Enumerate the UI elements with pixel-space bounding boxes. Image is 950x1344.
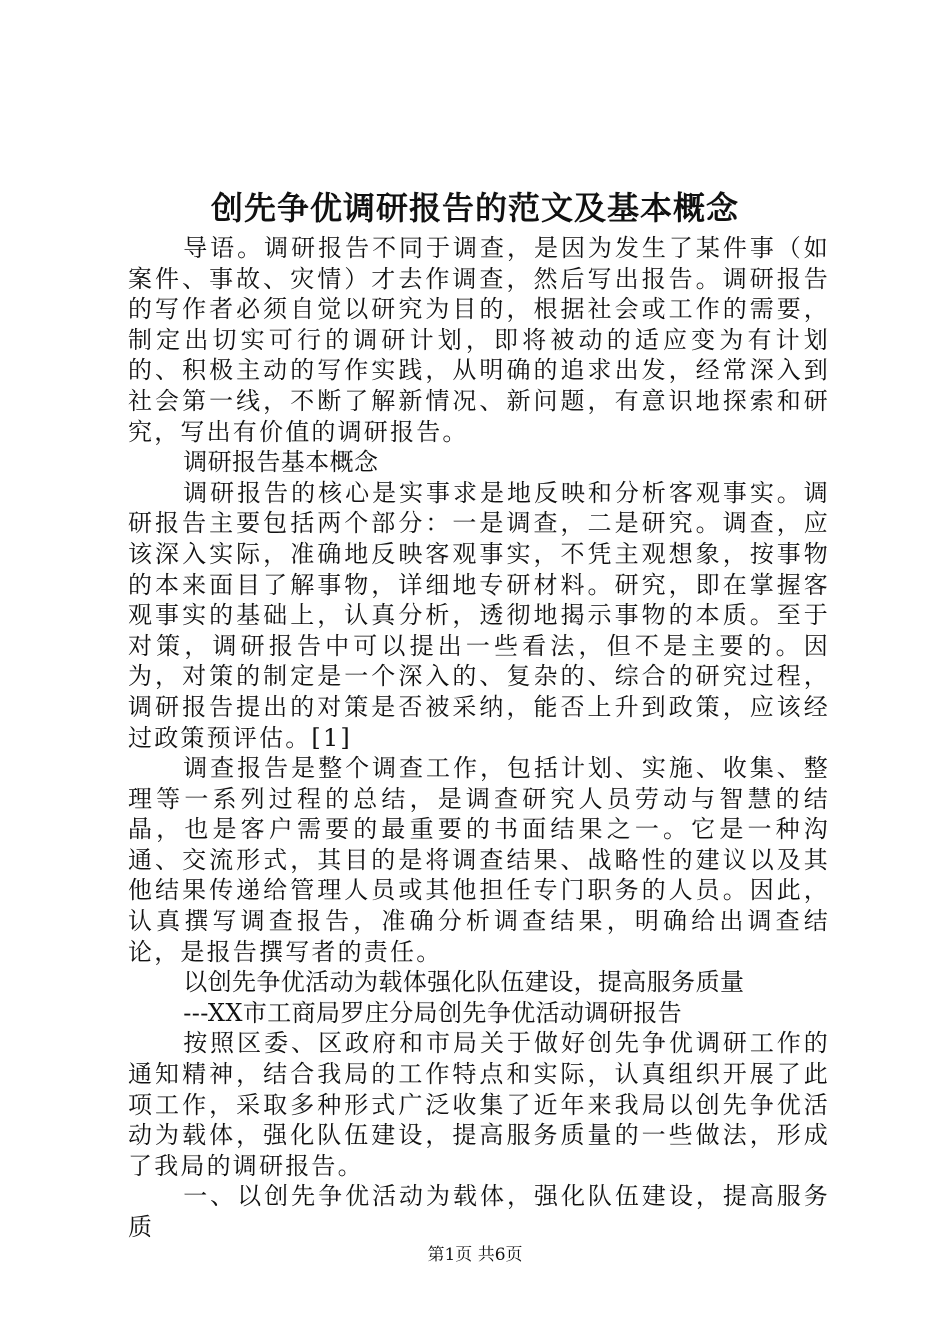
report-subtitle: 以创先争优活动为载体强化队伍建设，提高服务质量 (183, 968, 745, 997)
page-footer: 第1页 共6页 (427, 1245, 523, 1265)
survey-report-paragraph: 调查报告是整个调查工作，包括计划、实施、收集、整理等一系列过程的总结，是调查研究人员劳动与智慧的结晶，也是客户需要的最重要的书面结果之一。它是一种沟通、交流形式，其目的是将调查结果、战略性的建议以及其他结果传递给管理人员或其他担任专门职务的人员。因此，认真撰写调查报告，准确分析调查结果，明确给出调查结论，是报告撰写者的责任。 (128, 754, 830, 966)
section-one-heading: 一、以创先争优活动为载体，强化队伍建设，提高服务质 (128, 1182, 830, 1241)
report-byline: ---XX市工商局罗庄分局创先争优活动调研报告 (183, 998, 683, 1027)
intro-paragraph: 导语。调研报告不同于调查，是因为发生了某件事（如案件、事故、灾情）才去作调查，然后写出报告。调研报告的写作者必须自觉以研究为目的，根据社会或工作的需要，制定出切实可行的调研计划，即将被动的适应变为有计划的、积极主动的写作实践，从明确的追求出发，经常深入到社会第一线，不断了解新情况、新问题，有意识地探索和研究，写出有价值的调研报告。 (128, 234, 830, 446)
section-heading-concept: 调研报告基本概念 (183, 448, 379, 477)
report-intro-paragraph: 按照区委、区政府和市局关于做好创先争优调研工作的通知精神，结合我局的工作特点和实际，认真组织开展了此项工作，采取多种形式广泛收集了近年来我局以创先争优活动为载体，强化队伍建设，提高服务质量的一些做法，形成了我局的调研报告。 (128, 1029, 830, 1180)
document-title: 创先争优调研报告的范文及基本概念 (210, 189, 739, 227)
concept-paragraph: 调研报告的核心是实事求是地反映和分析客观事实。调研报告主要包括两个部分：一是调查，二是研究。调查，应该深入实际，准确地反映客观事实，不凭主观想象，按事物的本来面目了解事物，详细地专研材料。研究，即在掌握客观事实的基础上，认真分析，透彻地揭示事物的本质。至于对策，调研报告中可以提出一些看法，但不是主要的。因为，对策的制定是一个深入的、复杂的、综合的研究过程，调研报告提出的对策是否被采纳，能否上升到政策，应该经过政策预评估。[1] (128, 478, 830, 752)
document-body (128, 233, 830, 1243)
